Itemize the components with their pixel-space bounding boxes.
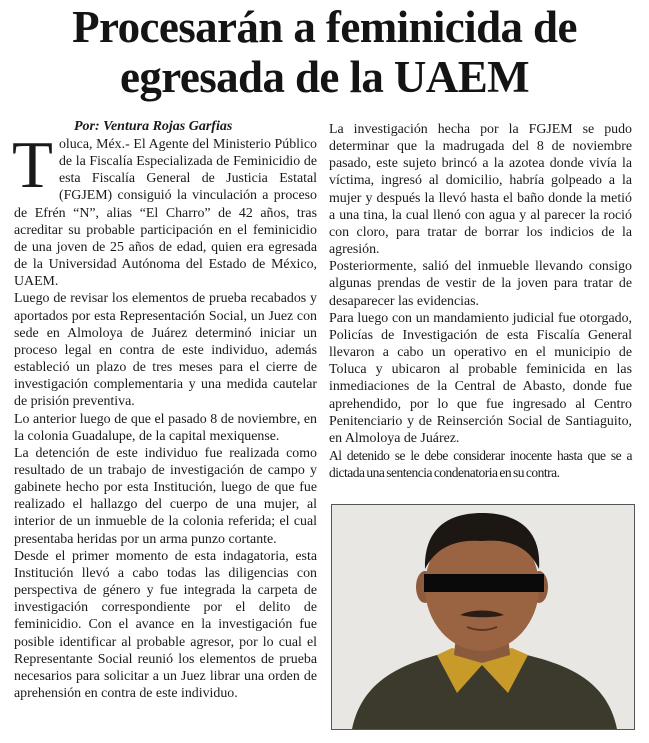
headline-line-1: Procesarán a feminicida de: [72, 2, 577, 52]
paragraph-3: Lo anterior luego de que el pasado 8 de noviembre, en la colonia Guadalupe, de la capital mexiquense.: [14, 411, 317, 444]
paragraph-9: Al detenido se le debe considerar inocente hasta que se a dictada una sentencia condenatoria en su contra.: [329, 447, 632, 481]
paragraph-5: Desde el primer momento de esta indagatoria, esta Institución llevó a cabo todas las diligencias con perspectiva de género y fue integrada la carpeta de investigación correspondiente por el delito de feminicidio. Con el avance en la investigación fue posible identificar al probable agresor, por lo cual el Representante Social reunió los elementos de prueba necesarios para solicitar a un Juez librar una orden de aprehensión en contra de este individuo.: [14, 548, 317, 701]
detainee-photo: [331, 504, 635, 730]
paragraph-8: Para luego con un mandamiento judicial fue otorgado, Policías de Investigación de esta Fiscalía General llevaron a cabo un operativo en el municipio de Toluca y ubicaron al probable feminicida en las inmediaciones de la Central de Abasto, donde fue aprehendido, por lo que fue ingresado al Centro Penitenciario y de Reinserción Social de Santiaguito, en Almoloya de Juárez.: [329, 310, 632, 446]
byline: Por: Ventura Rojas Garfias: [74, 119, 233, 134]
detainee-portrait-illustration: [332, 505, 634, 729]
headline-line-2: egresada de la UAEM: [120, 52, 529, 102]
article-column-right: [329, 121, 632, 481]
paragraph-2: Luego de revisar los elementos de prueba recabados y aportados por esta Representación Social, un Juez con sede en Almoloya de Juárez determinó iniciar un proceso legal en contra de este individuo, además estableció un plazo de tres meses para el cierre de investigación complementaria y una medida cautelar de prisión preventiva.: [14, 291, 317, 410]
paragraph-6: La investigación hecha por la FGJEM se pudo determinar que la madrugada del 8 de noviembre pasado, este sujeto brincó a la azotea donde vivía la víctima, ingresó al domicilio, habría golpeado a la mujer y después la llevó hasta el baño donde la metió a una tina, la cual llenó con agua y al parecer la roció con cloro, para tratar de borrar los indicios de la agresión.: [329, 122, 632, 258]
paragraph-1-text: oluca, Méx.- El Agente del Ministerio Público de la Fiscalía Especializada de Feminicidio de esta Fiscalía General de Justicia Estatal (FGJEM) consiguió la vinculación a proceso de Efrén “N”, alias “El Charro” de 42 años, tras acreditar su probable participación en el feminicidio de una joven de 25 años de edad, quien era egresada de la Universidad Autónoma del Estado de México, UAEM.: [14, 137, 317, 290]
article-column-left: [14, 118, 317, 702]
paragraph-7: Posteriormente, salió del inmueble llevando consigo algunas prendas de vestir de la joven para tratar de desaparecer las evidencias.: [329, 259, 632, 309]
paragraph-4: La detención de este individuo fue realizada como resultado de un trabajo de investigación de campo y gabinete hecho por esta Institución, luego de que fue realizado el hallazgo del cuerpo de una mujer, al interior de un inmueble de la colonia referida; el cual presentaba heridas por un arma punzo cortante.: [14, 445, 317, 547]
eye-censor-bar: [424, 574, 544, 592]
paragraph-1: [12, 128, 317, 290]
headline: [0, 2, 649, 102]
drop-cap: T: [12, 128, 53, 202]
